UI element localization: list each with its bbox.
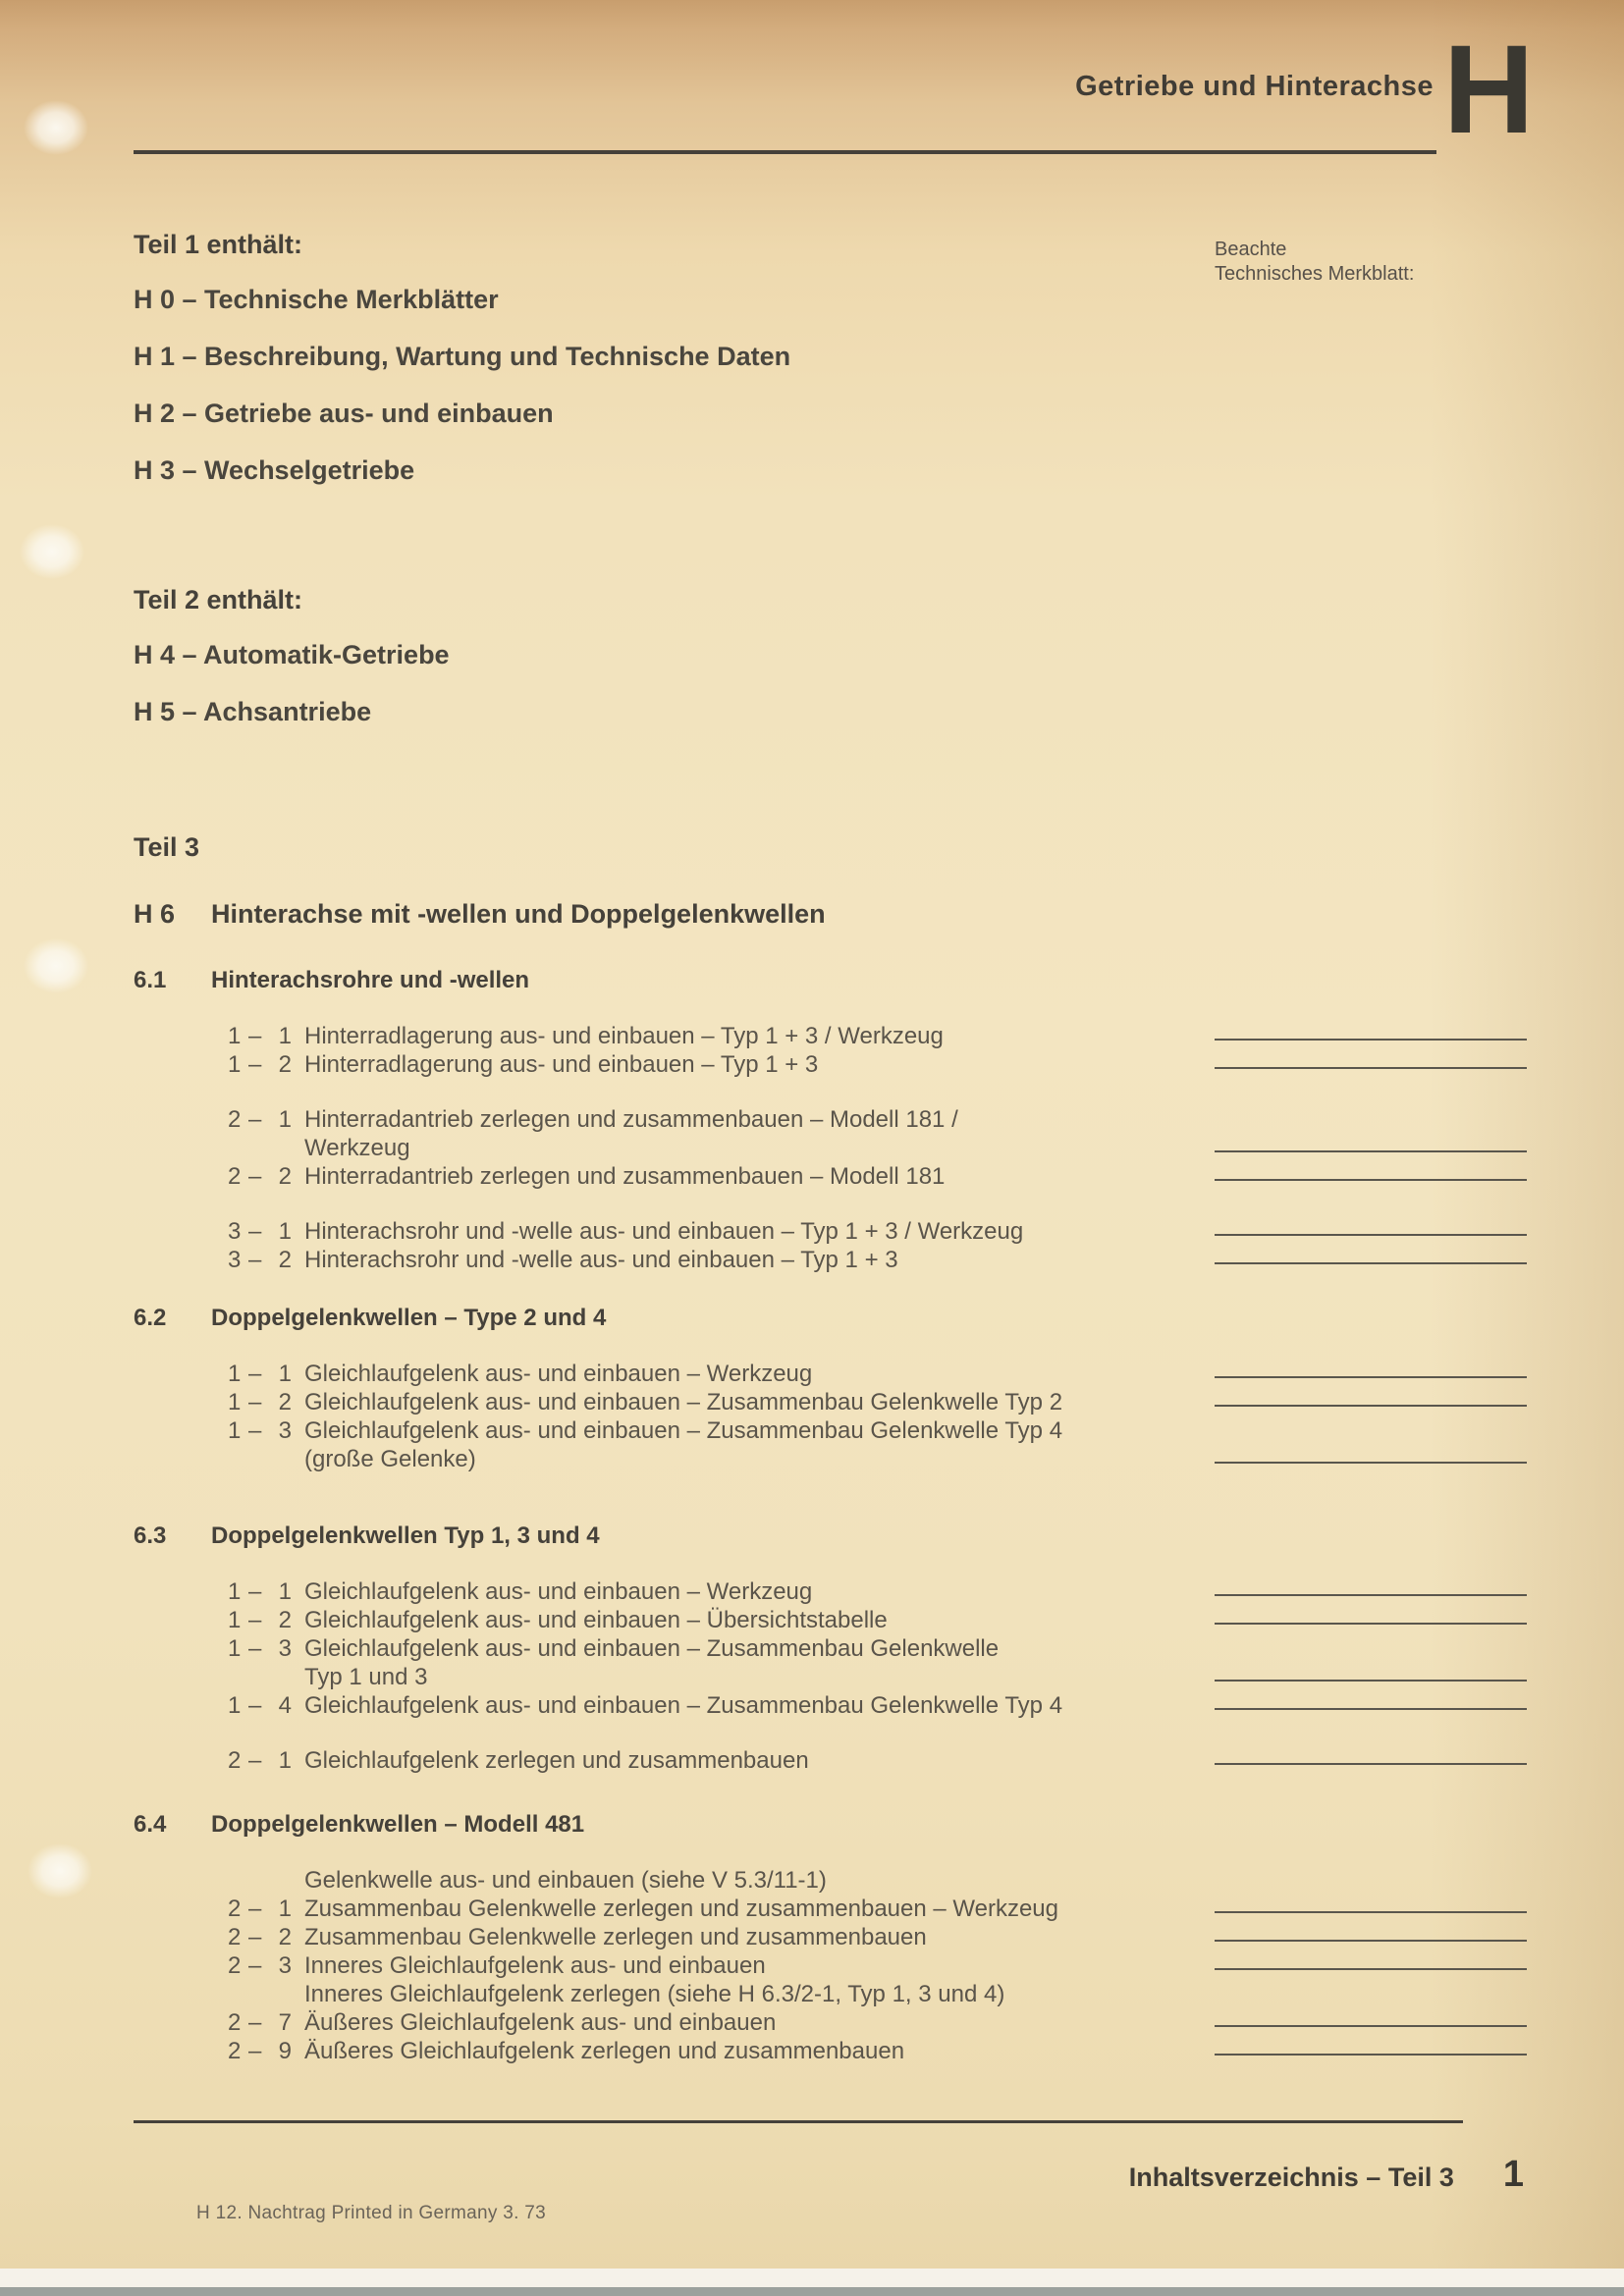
footer-label: Inhaltsverzeichnis – Teil 3 [1128,2163,1454,2192]
row-item-number: 1 [278,1578,292,1605]
note-line-1: Beachte [1215,239,1287,260]
row-item-number: 4 [278,1692,292,1719]
section-title: Doppelgelenkwellen Typ 1, 3 und 4 [211,1522,600,1549]
row-dash: – [248,1051,262,1078]
row-text: Werkzeug [304,1135,410,1161]
row-dash: – [248,1952,262,1979]
row-dash: – [248,1361,262,1387]
row-text: Gleichlaufgelenk aus- und einbauen – Übersichtstabelle [304,1607,888,1633]
merkblatt-fill-line [1215,2025,1527,2027]
row-dash: – [248,1924,262,1950]
row-dash: – [248,1692,262,1719]
row-group-number: 1 [228,1417,242,1444]
imprint: H 12. Nachtrag Printed in Germany 3. 73 [196,2203,546,2223]
row-dash: – [248,1896,262,1922]
row-text: Gleichlaufgelenk aus- und einbauen – Werkzeug [304,1361,813,1387]
row-text: Gelenkwelle aus- und einbauen (siehe V 5.3/11-1) [304,1867,827,1894]
merkblatt-fill-line [1215,1623,1527,1625]
part-2-items [134,640,450,754]
row-text: Gleichlaufgelenk zerlegen und zusammenbauen [304,1747,809,1774]
row-text: Hinterachsrohr und -welle aus- und einbauen – Typ 1 + 3 [304,1247,898,1273]
toc-row [228,1866,1567,1895]
row-text: Zusammenbau Gelenkwelle zerlegen und zusammenbauen [304,1924,927,1950]
page-number: 1 [1502,2154,1524,2195]
merkblatt-fill-line [1215,1708,1527,1710]
section-rows [228,1577,1567,1775]
row-item-number: 2 [278,1163,292,1190]
row-text: Gleichlaufgelenk aus- und einbauen – Werkzeug [304,1578,813,1605]
merkblatt-fill-line [1215,1150,1527,1152]
row-dash: – [248,1389,262,1415]
merkblatt-note [1215,238,1414,287]
row-dash: – [248,2009,262,2036]
merkblatt-fill-line [1215,1405,1527,1407]
part-2-block [134,585,450,754]
section-6-1 [134,966,1567,1274]
section-number: 6.4 [134,1811,167,1838]
row-text: Hinterachsrohr und -welle aus- und einbauen – Typ 1 + 3 / Werkzeug [304,1218,1024,1245]
section-number: 6.1 [134,967,167,993]
toc-row [228,1606,1567,1634]
scan-edge-gray [0,2287,1624,2296]
row-text: Äußeres Gleichlaufgelenk zerlegen und zusammenbauen [304,2038,905,2064]
section-heading [134,966,1567,995]
row-text: (große Gelenke) [304,1446,476,1472]
part-1-heading: Teil 1 enthält: [134,230,303,259]
scan-edge-white [0,2269,1624,2288]
merkblatt-fill-line [1215,1067,1527,1069]
row-group-number: 1 [228,1635,242,1662]
punch-hole [24,100,88,155]
toc-row [228,1022,1567,1050]
row-text: Zusammenbau Gelenkwelle zerlegen und zusammenbauen – Werkzeug [304,1896,1058,1922]
row-item-number: 1 [278,1106,292,1133]
row-text: Hinterradlagerung aus- und einbauen – Typ 1 + 3 / Werkzeug [304,1023,944,1049]
section-heading [134,1810,1567,1840]
toc-row [228,1050,1567,1079]
row-text: Gleichlaufgelenk aus- und einbauen – Zusammenbau Gelenkwelle Typ 2 [304,1389,1063,1415]
merkblatt-fill-line [1215,1680,1527,1682]
toc-row [228,1577,1567,1606]
punch-hole [27,1843,92,1898]
section-rows [228,1360,1567,1473]
row-group-number: 2 [228,2038,242,2064]
toc-row [228,2037,1567,2065]
toc-row [228,1217,1567,1246]
toc-row [228,1416,1567,1445]
chapter-title: Hinterachse mit -wellen und Doppelgelenkwellen [211,899,826,929]
merkblatt-fill-line [1215,1234,1527,1236]
toc-row [228,1923,1567,1951]
merkblatt-fill-line [1215,1763,1527,1765]
row-item-number: 1 [278,1361,292,1387]
merkblatt-fill-line [1215,1594,1527,1596]
page-title: Getriebe und Hinterachse [1075,71,1434,102]
row-text: Hinterradantrieb zerlegen und zusammenbauen – Modell 181 [304,1163,946,1190]
merkblatt-fill-line [1215,2054,1527,2056]
row-group-number: 1 [228,1389,242,1415]
part-item: H 1 – Beschreibung, Wartung und Technische Daten [134,342,791,371]
row-text: Inneres Gleichlaufgelenk aus- und einbauen [304,1952,766,1979]
row-group-number: 3 [228,1247,242,1273]
section-number: 6.2 [134,1305,167,1331]
row-item-number: 7 [278,2009,292,2036]
row-group-number: 1 [228,1023,242,1049]
header-rule [134,150,1436,154]
row-item-number: 1 [278,1896,292,1922]
row-text: Gleichlaufgelenk aus- und einbauen – Zusammenbau Gelenkwelle [304,1635,1000,1662]
merkblatt-fill-line [1215,1968,1527,1970]
merkblatt-fill-line [1215,1262,1527,1264]
section-rows [228,1022,1567,1274]
part-1-items [134,285,790,512]
part-2-heading: Teil 2 enthält: [134,585,303,614]
row-group-number: 2 [228,2009,242,2036]
toc-row [228,1445,1567,1473]
merkblatt-fill-line [1215,1911,1527,1913]
toc-row [228,2008,1567,2037]
row-dash: – [248,1247,262,1273]
row-item-number: 2 [278,1051,292,1078]
part-item: H 4 – Automatik-Getriebe [134,640,450,669]
toc-row [228,1105,1567,1134]
row-group-number: 1 [228,1692,242,1719]
row-item-number: 1 [278,1747,292,1774]
part-3-heading: Teil 3 [134,832,200,862]
section-title: Doppelgelenkwellen – Type 2 und 4 [211,1305,607,1331]
row-item-number: 1 [278,1023,292,1049]
row-dash: – [248,1163,262,1190]
row-text: Hinterradlagerung aus- und einbauen – Typ 1 + 3 [304,1051,819,1078]
part-item: H 3 – Wechselgetriebe [134,455,415,485]
row-text: Typ 1 und 3 [304,1664,428,1690]
toc-row [228,1388,1567,1416]
row-group-number: 2 [228,1106,242,1133]
section-rows [228,1866,1567,2065]
part-item: H 5 – Achsantriebe [134,697,372,726]
toc-row [228,1895,1567,1923]
row-text: Hinterradantrieb zerlegen und zusammenbauen – Modell 181 / [304,1106,958,1133]
row-text: Äußeres Gleichlaufgelenk aus- und einbauen [304,2009,777,2036]
toc-row [228,1691,1567,1720]
section-number: 6.3 [134,1522,167,1549]
row-dash: – [248,1023,262,1049]
merkblatt-fill-line [1215,1462,1527,1464]
row-dash: – [248,1218,262,1245]
row-item-number: 3 [278,1635,292,1662]
row-item-number: 2 [278,1389,292,1415]
note-line-2: Technisches Merkblatt: [1215,263,1415,285]
row-item-number: 3 [278,1952,292,1979]
merkblatt-fill-line [1215,1179,1527,1181]
row-dash: – [248,2038,262,2064]
section-heading [134,1522,1567,1551]
merkblatt-fill-line [1215,1376,1527,1378]
row-group-number: 1 [228,1607,242,1633]
row-dash: – [248,1635,262,1662]
row-dash: – [248,1747,262,1774]
row-dash: – [248,1417,262,1444]
row-item-number: 2 [278,1607,292,1633]
row-dash: – [248,1607,262,1633]
row-group-number: 1 [228,1578,242,1605]
merkblatt-fill-line [1215,1940,1527,1942]
punch-hole [24,938,88,993]
row-group-number: 2 [228,1896,242,1922]
part-item: H 0 – Technische Merkblätter [134,285,499,314]
row-group-number: 3 [228,1218,242,1245]
section-6-4 [134,1810,1567,2065]
row-item-number: 3 [278,1417,292,1444]
merkblatt-fill-line [1215,1039,1527,1041]
section-6-3 [134,1522,1567,1775]
section-title: Hinterachsrohre und -wellen [211,967,530,993]
toc-row [228,1746,1567,1775]
section-title: Doppelgelenkwellen – Modell 481 [211,1811,585,1838]
section-6-2 [134,1304,1567,1473]
toc-row [228,1951,1567,1980]
row-group-number: 2 [228,1163,242,1190]
footer-page-line [0,2154,1524,2196]
toc-row [228,1246,1567,1274]
row-text: Gleichlaufgelenk aus- und einbauen – Zusammenbau Gelenkwelle Typ 4 [304,1692,1063,1719]
section-letter: H [1443,20,1535,160]
row-text: Inneres Gleichlaufgelenk zerlegen (siehe H 6.3/2-1, Typ 1, 3 und 4) [304,1981,1005,2007]
row-group-number: 1 [228,1361,242,1387]
row-group-number: 2 [228,1952,242,1979]
toc-row [228,1980,1567,2008]
section-heading [134,1304,1567,1333]
toc-row [228,1663,1567,1691]
chapter-code: H 6 [134,899,176,929]
punch-hole [20,524,84,579]
row-item-number: 2 [278,1924,292,1950]
row-group-number: 2 [228,1747,242,1774]
part-1-block [134,230,790,512]
row-item-number: 2 [278,1247,292,1273]
toc-row [228,1634,1567,1663]
row-text: Gleichlaufgelenk aus- und einbauen – Zusammenbau Gelenkwelle Typ 4 [304,1417,1063,1444]
toc-row [228,1134,1567,1162]
row-group-number: 2 [228,1924,242,1950]
row-dash: – [248,1578,262,1605]
row-item-number: 9 [278,2038,292,2064]
toc-row [228,1162,1567,1191]
row-group-number: 1 [228,1051,242,1078]
row-dash: – [248,1106,262,1133]
row-item-number: 1 [278,1218,292,1245]
toc-row [228,1360,1567,1388]
chapter-line [134,899,826,930]
footer-rule [134,2120,1463,2123]
part-item: H 2 – Getriebe aus- und einbauen [134,399,554,428]
